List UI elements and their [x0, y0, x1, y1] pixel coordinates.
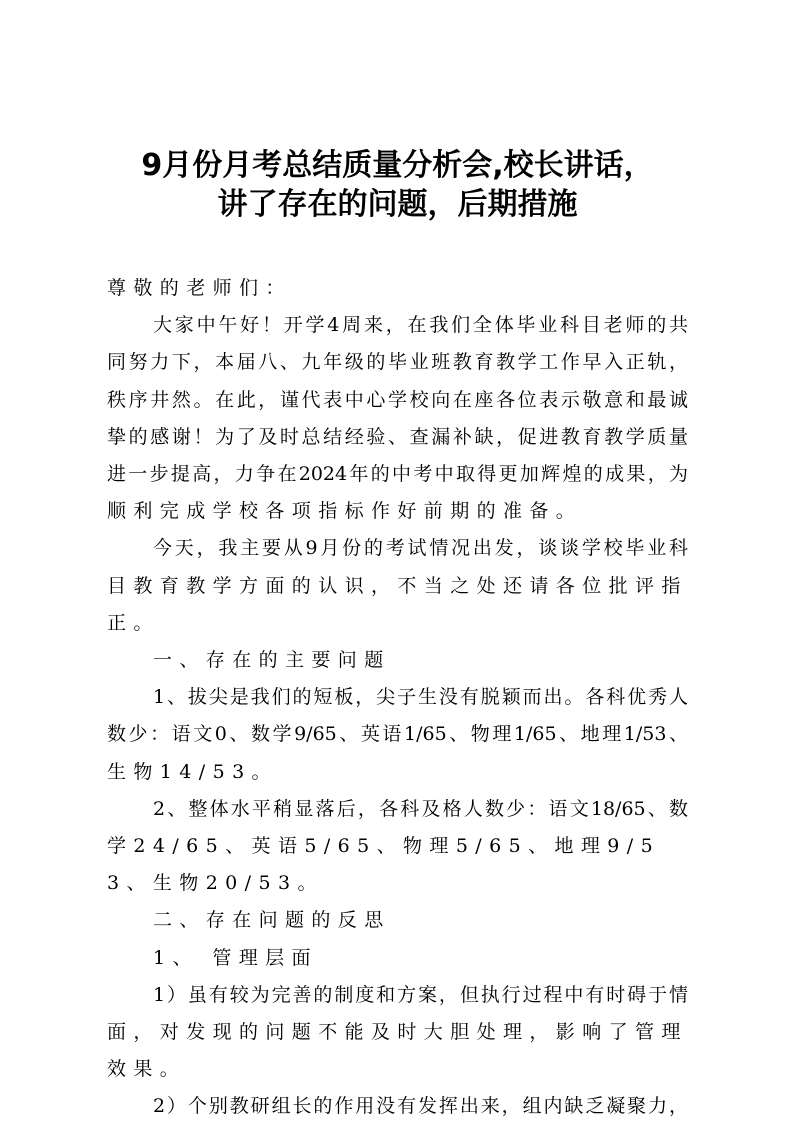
- paragraph: [107, 530, 688, 642]
- text-line: 数少：语文0、数学9/65、英语1/65、物理1/65、地理1/53、: [107, 723, 688, 746]
- paragraph: [107, 940, 688, 977]
- text-line: 一、存在的主要问题: [153, 649, 391, 672]
- paragraph: [107, 791, 688, 903]
- text-line: 今天，我主要从9月份的考试情况出发，谈谈学校毕业科: [153, 537, 688, 560]
- paragraph: [107, 307, 688, 530]
- document-body: [107, 270, 688, 1126]
- text-line: 目教育教学方面的认识，不当之处还请各位批评指正。: [107, 574, 688, 634]
- text-line: 顺利完成学校各项指标作好前期的准备。: [107, 500, 583, 523]
- title-line: 讲了存在的问题，后期措施: [217, 187, 578, 222]
- title-line: 9月份月考总结质量分析会,校长讲话，: [141, 148, 654, 183]
- paragraph: [107, 679, 688, 791]
- text-line: 学24/65、英语5/65、物理5/65、地理9/53、生物20/53。: [107, 835, 661, 895]
- section-heading: [107, 902, 688, 939]
- text-line: 尊敬的老师们：: [107, 277, 292, 299]
- text-line: 同努力下，本届八、九年级的毕业班教育教学工作早入正轨，: [107, 351, 688, 374]
- paragraph: [107, 1088, 688, 1125]
- text-line: 1）虽有较为完善的制度和方案，但执行过程中有时碍于情: [153, 983, 688, 1006]
- text-line: 二、存在问题的反思: [153, 909, 391, 932]
- text-line: 生物14/53。: [107, 760, 278, 783]
- text-line: 进一步提高，力争在2024年的中考中取得更加辉煌的成果，为: [107, 463, 688, 486]
- section-heading: [107, 642, 688, 679]
- text-line: 1、拔尖是我们的短板，尖子生没有脱颖而出。各科优秀人: [153, 686, 688, 709]
- text-line: 2）个别教研组长的作用没有发挥出来，组内缺乏凝聚力，: [153, 1095, 688, 1118]
- text-line: 大家中午好！开学4周来，在我们全体毕业科目老师的共: [153, 314, 688, 337]
- salutation: [107, 270, 688, 307]
- text-line: 挚的感谢！为了及时总结经验、查漏补缺，促进教育教学质量: [107, 425, 688, 448]
- document-title: [100, 146, 695, 224]
- text-line: 秩序井然。在此，谨代表中心学校向在座各位表示敬意和最诚: [107, 388, 688, 411]
- paragraph: [107, 977, 688, 1089]
- text-line: 1、 管理层面: [153, 946, 318, 969]
- text-line: 2、整体水平稍显落后，各科及格人数少：语文18/65、数: [153, 797, 688, 820]
- text-line: 面，对发现的问题不能及时大胆处理，影响了管理效果。: [107, 1021, 688, 1081]
